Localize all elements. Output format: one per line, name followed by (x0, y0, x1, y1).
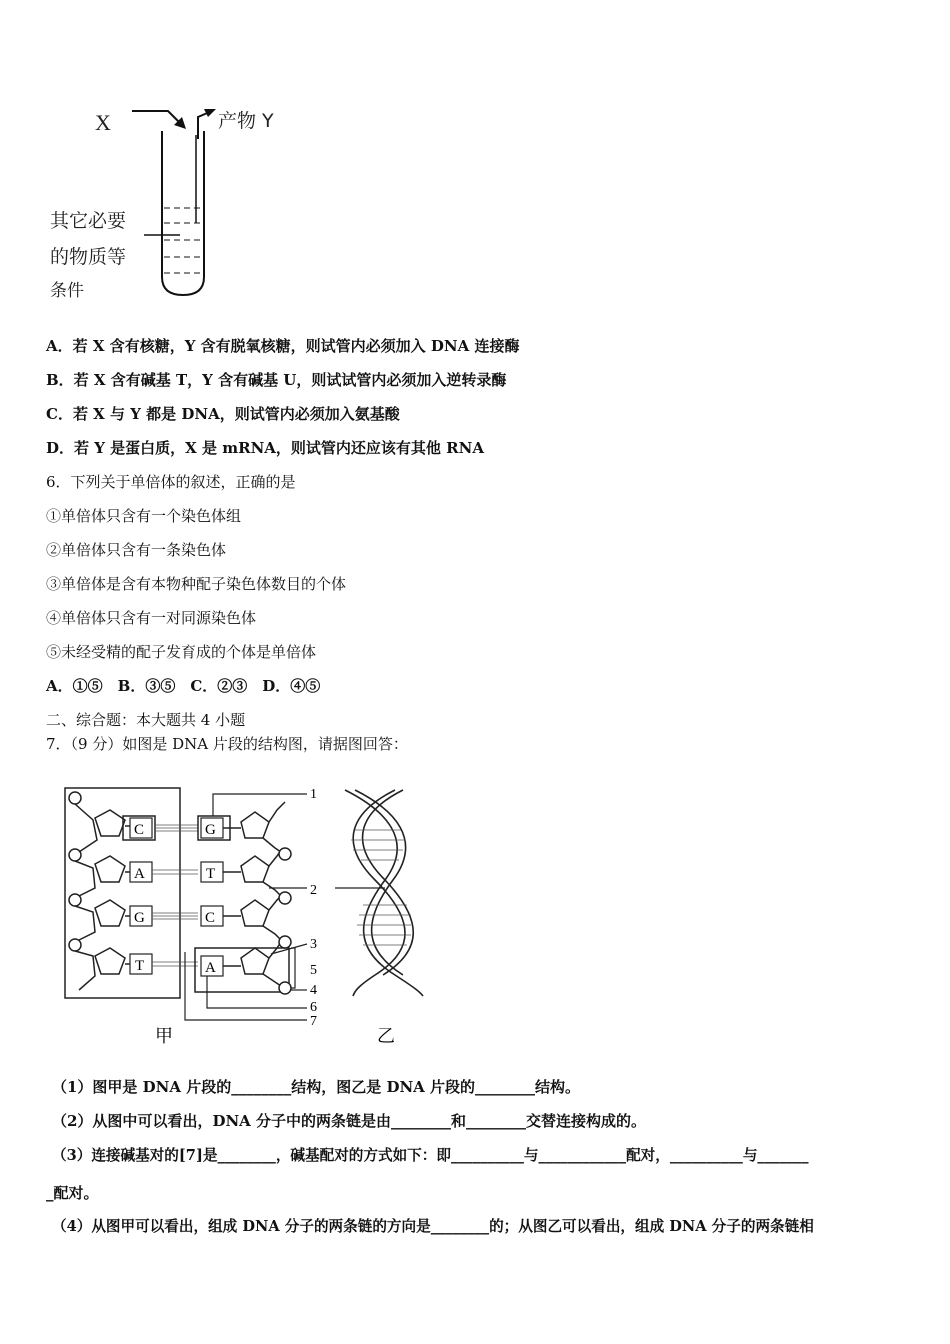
left-base-1: C (134, 822, 145, 838)
left-base-4: T (135, 958, 145, 974)
right-base-4: A (205, 960, 216, 976)
q7-sub4 (52, 1217, 814, 1237)
left-backbone (69, 792, 130, 990)
side-label-line1: 其它必要 (50, 210, 127, 232)
q6-statement: ⑤未经受精的配子发育成的个体是单倍体 (46, 643, 317, 661)
q7-sub2 (52, 1111, 646, 1131)
q7-sub3-line2 (46, 1183, 99, 1203)
side-label-line2: 的物质等 (50, 246, 127, 268)
double-helix (345, 790, 423, 996)
q5-option-a: A．若 X 含有核糖，Y 含有脱氧核糖，则试管内必须加入 DNA 连接酶 (46, 337, 520, 355)
right-base-3: C (205, 910, 216, 926)
q7-sub3-text2: _配对。 (46, 1184, 99, 1202)
label-number-2: 2 (310, 883, 317, 898)
right-base-1: G (205, 822, 216, 838)
section-title: 二、综合题：本大题共 4 小题 (46, 711, 246, 729)
side-label-line3: 条件 (50, 281, 84, 301)
right-base-2: T (206, 866, 216, 882)
label-number-4: 4 (310, 983, 317, 998)
test-tube-figure (40, 95, 300, 310)
input-arrow (132, 111, 182, 125)
hydrogen-bonds (152, 825, 198, 966)
left-base-2: A (134, 866, 145, 882)
q7-sub4-text: （4）从图甲可以看出，组成 DNA 分子的两条链的方向是________的；从图乙可以看出，组成 DNA 分子的两条链相 (52, 1218, 814, 1235)
caption-jia: 甲 (155, 1026, 173, 1047)
label-number-3: 3 (310, 937, 317, 952)
q5-option-c: C．若 X 与 Y 都是 DNA，则试管内必须加入氨基酸 (46, 405, 400, 423)
q6-statement: ③单倍体是含有本物种配子染色体数目的个体 (46, 575, 347, 593)
q7-sub1 (52, 1077, 580, 1097)
q7-sub3-line1 (52, 1146, 809, 1166)
caption-yi: 乙 (377, 1026, 395, 1047)
right-backbone (223, 802, 291, 994)
label-number-6: 6 (310, 1000, 317, 1015)
label-number-1: 1 (310, 787, 317, 802)
left-base-3: G (134, 910, 145, 926)
label-x: X (95, 110, 111, 135)
test-tube (162, 131, 204, 295)
q5-option-b: B．若 X 含有碱基 T，Y 含有碱基 U，则试试管内必须加入逆转录酶 (46, 371, 507, 389)
dna-structure-figure (55, 780, 455, 1050)
q7-stem: 7．（9 分）如图是 DNA 片段的结构图，请据图回答： (46, 735, 408, 753)
q5-option-d: D．若 Y 是蛋白质，X 是 mRNA，则试管内还应该有其他 RNA (46, 439, 484, 457)
q6-stem: 6．下列关于单倍体的叙述，正确的是 (46, 473, 296, 491)
q6-statement: ④单倍体只含有一对同源染色体 (46, 609, 257, 627)
label-number-5: 5 (310, 963, 317, 978)
q6-choices: A．①⑤ B．③⑤ C．②③ D．④⑤ (46, 677, 321, 695)
q7-sub2-text: （2）从图中可以看出，DNA 分子中的两条链是由________和________交替连接构成的。 (52, 1112, 647, 1130)
q6-statement: ②单倍体只含有一条染色体 (46, 541, 227, 559)
label-number-7: 7 (310, 1014, 317, 1029)
label-product-y: 产物 Y (218, 110, 274, 132)
q6-statement: ①单倍体只含有一个染色体组 (46, 507, 242, 525)
q7-sub1-text: （1）图甲是 DNA 片段的________结构，图乙是 DNA 片段的________结构。 (52, 1078, 581, 1096)
q7-sub3-text: （3）连接碱基对的[7]是________，碱基配对的方式如下：即__________与____________配对，__________与_______ (52, 1147, 809, 1164)
